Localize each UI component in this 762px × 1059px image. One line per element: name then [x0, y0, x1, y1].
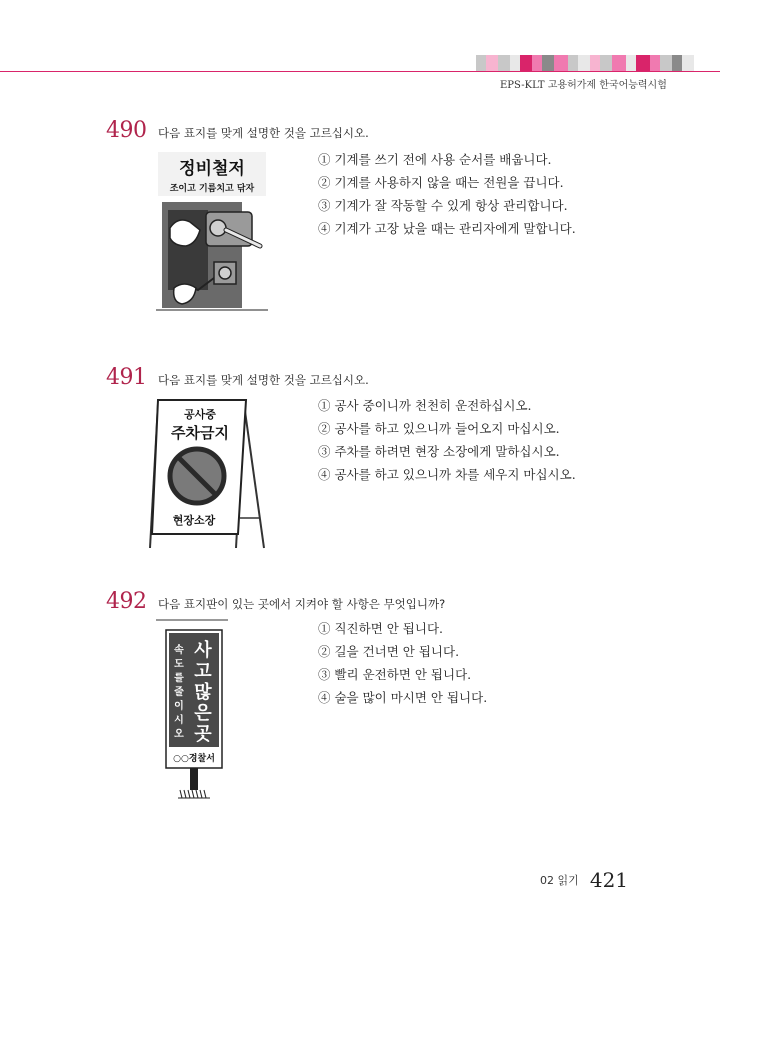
question-prompt: 다음 표지판이 있는 곳에서 지켜야 할 사항은 무엇입니까?: [158, 597, 446, 611]
accident-zone-sign-image: [156, 618, 236, 802]
svg-text:사: 사: [194, 640, 212, 661]
ground-hatch: [178, 790, 210, 798]
big-vertical-text: [193, 639, 212, 745]
option-3[interactable]: ③ 빨리 운전하면 안 됩니다.: [318, 667, 472, 682]
sign-title: 정비철저: [179, 159, 245, 179]
option-4[interactable]: ④ 술을 많이 마시면 안 됩니다.: [318, 690, 488, 705]
question-prompt: 다음 표지를 맞게 설명한 것을 고르십시오.: [158, 373, 369, 387]
option-3[interactable]: ③ 기계가 잘 작동할 수 있게 항상 관리합니다.: [318, 198, 568, 213]
option-4[interactable]: ④ 기계가 고장 났을 때는 관리자에게 말합니다.: [318, 221, 576, 236]
question-number: 491: [106, 365, 147, 390]
svg-text:곳: 곳: [194, 724, 212, 745]
sign-line2: 주차금지: [171, 424, 229, 442]
svg-text:시: 시: [174, 715, 184, 726]
sign-subtitle: 조이고 기름치고 닦자: [169, 184, 255, 194]
question-number: 490: [106, 118, 147, 143]
maintenance-sign-image: [156, 150, 268, 312]
question-prompt: 다음 표지를 맞게 설명한 것을 고르십시오.: [158, 126, 369, 140]
option-2[interactable]: ② 길을 건너면 안 됩니다.: [318, 644, 460, 659]
option-2[interactable]: ② 공사를 하고 있으니까 들어오지 마십시오.: [318, 421, 560, 436]
no-parking-sign-image: [148, 398, 268, 550]
header-title: EPS-KLT 고용허가제 한국어능력시험: [500, 80, 667, 91]
svg-text:많: 많: [194, 682, 212, 703]
option-1[interactable]: ① 직진하면 안 됩니다.: [318, 621, 443, 636]
page-number: 421: [589, 868, 629, 892]
option-1[interactable]: ① 기계를 쓰기 전에 사용 순서를 배웁니다.: [318, 152, 552, 167]
sign-line1: 공사중: [184, 408, 216, 421]
header-rule: [0, 71, 720, 72]
sign-footer: ○○경찰서: [173, 754, 215, 764]
option-1[interactable]: ① 공사 중이니까 천천히 운전하십시오.: [318, 398, 532, 413]
svg-text:고: 고: [194, 661, 212, 682]
sign-footer: 현장소장: [172, 514, 216, 527]
option-3[interactable]: ③ 주차를 하려면 현장 소장에게 말하십시오.: [318, 444, 560, 459]
svg-text:줄: 줄: [174, 687, 184, 698]
question-number: 492: [106, 589, 147, 614]
section-label: 02 읽기: [540, 874, 579, 887]
svg-text:이: 이: [174, 701, 184, 712]
option-4[interactable]: ④ 공사를 하고 있으니까 차를 세우지 마십시오.: [318, 467, 576, 482]
sign-post: [190, 768, 198, 790]
svg-text:은: 은: [194, 703, 212, 724]
svg-text:도: 도: [174, 659, 184, 670]
svg-text:를: 를: [174, 673, 184, 684]
page-footer: [540, 868, 628, 892]
svg-text:오: 오: [174, 729, 184, 740]
svg-text:속: 속: [174, 645, 184, 656]
option-2[interactable]: ② 기계를 사용하지 않을 때는 전원을 끕니다.: [318, 175, 564, 190]
header-color-blocks: [476, 55, 694, 71]
